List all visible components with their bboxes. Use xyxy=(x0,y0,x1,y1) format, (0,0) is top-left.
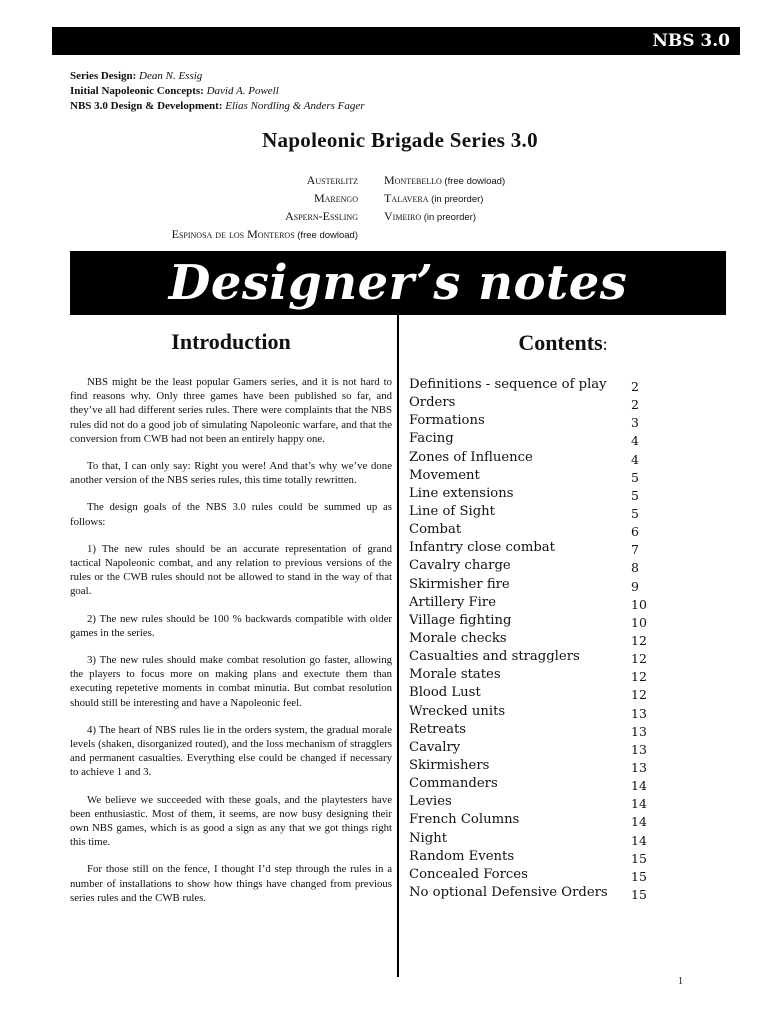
toc-entry[interactable] xyxy=(409,521,649,539)
toc-entry-title: Random Events xyxy=(409,848,515,864)
toc-entry-title: Line extensions xyxy=(409,485,514,501)
toc-entry-title: French Columns xyxy=(409,812,520,828)
toc-entry[interactable] xyxy=(409,467,649,485)
toc-entry-title: Artillery Fire xyxy=(409,594,497,610)
game-name: Montebello xyxy=(384,173,442,187)
toc-entry-page: 13 xyxy=(631,723,647,739)
game-name: Vimeiro xyxy=(384,209,422,223)
series-tag: NBS 3.0 xyxy=(652,31,730,51)
toc-entry-page: 12 xyxy=(631,632,647,648)
toc-entry-title: Concealed Forces xyxy=(409,866,528,882)
toc-entry-page: 7 xyxy=(631,542,639,558)
toc-entry-page: 12 xyxy=(631,651,647,667)
toc-entry-title: Morale states xyxy=(409,667,501,683)
toc-entry[interactable] xyxy=(409,811,649,829)
toc-entry-title: Definitions - sequence of play xyxy=(409,377,607,392)
toc-entry[interactable] xyxy=(409,703,649,721)
game-item xyxy=(110,208,358,226)
toc-entry[interactable] xyxy=(409,394,649,412)
paragraph: 3) The new rules should make combat resolution go faster, allowing the players to focus more on making plans and exectute them than executing repetetive moments in combat minutia. But combat resolution should still be interesting and have a Napoleonic feel. xyxy=(70,654,392,709)
toc-entry-title: Zones of Influence xyxy=(409,449,533,465)
paragraph: We believe we succeeded with these goals, and the playtesters have been enthusiastic. Most of them, it seems, are now busy designing their own NBS games, which is as good a sign as any that we got things right this time. xyxy=(70,793,392,849)
game-item xyxy=(110,190,358,208)
toc-entry[interactable] xyxy=(409,449,649,467)
toc-entry[interactable] xyxy=(409,884,649,902)
toc-entry-page: 5 xyxy=(631,487,639,503)
toc-entry[interactable] xyxy=(409,503,649,521)
contents-heading xyxy=(400,330,726,356)
toc-entry[interactable] xyxy=(409,539,649,557)
introduction-heading: Introduction xyxy=(171,329,291,354)
toc-entry-page: 14 xyxy=(631,814,647,830)
banner-title: Designer’s notes xyxy=(168,255,628,311)
toc-entry-page: 8 xyxy=(631,560,639,576)
credit-value: Dean N. Essig xyxy=(139,70,203,82)
toc-entry-title: Commanders xyxy=(409,776,498,792)
toc-entry-page: 13 xyxy=(631,759,647,775)
toc-entry-page: 14 xyxy=(631,778,647,794)
credit-value: David A. Powell xyxy=(206,85,279,97)
toc-entry[interactable] xyxy=(409,430,649,448)
paragraph: The design goals of the NBS 3.0 rules could be summed up as follows: xyxy=(70,501,392,528)
game-item xyxy=(384,190,684,208)
toc-entry-page: 6 xyxy=(631,524,639,540)
table-of-contents xyxy=(409,376,649,902)
credit-label: Initial Napoleonic Concepts: xyxy=(70,85,204,97)
toc-entry[interactable] xyxy=(409,412,649,430)
toc-entry-page: 13 xyxy=(631,741,647,757)
toc-entry[interactable] xyxy=(409,576,649,594)
toc-entry[interactable] xyxy=(409,739,649,757)
page-number: 1 xyxy=(678,976,683,987)
toc-entry[interactable] xyxy=(409,630,649,648)
game-note: (in preorder) xyxy=(431,194,484,205)
credit-row xyxy=(70,99,365,114)
games-list-right xyxy=(384,172,684,226)
contents-heading-text: Contents xyxy=(518,330,603,355)
paragraph: 2) The new rules should be 100 % backwards compatible with older games in the series. xyxy=(70,612,392,639)
toc-entry-page: 4 xyxy=(631,451,639,467)
toc-entry-page: 10 xyxy=(631,596,647,612)
toc-entry-page: 3 xyxy=(631,415,639,431)
toc-entry[interactable] xyxy=(409,866,649,884)
toc-entry-page: 14 xyxy=(631,796,647,812)
toc-entry[interactable] xyxy=(409,757,649,775)
toc-entry[interactable] xyxy=(409,648,649,666)
paragraph: 4) The heart of NBS rules lie in the orders system, the gradual morale levels (shaken, disorganized routed), and the loss mechanism of stragglers and permanent casualties. Everything else could be changed if necessary to achieve 1 and 3. xyxy=(70,723,392,779)
toc-entry-page: 15 xyxy=(631,850,647,866)
paragraph: For those still on the fence, I thought I’d step through the rules in a number of installations to show how things have changed from previous series rules and the CWB rules. xyxy=(70,863,392,904)
introduction-body xyxy=(70,375,392,918)
toc-entry-page: 2 xyxy=(631,397,639,413)
toc-entry-title: Cavalry charge xyxy=(409,558,511,574)
game-note: (free dowload) xyxy=(444,176,506,187)
toc-entry-title: Retreats xyxy=(409,721,467,737)
paragraph: To that, I can only say: Right you were! And that’s why we’ve done another version of the NBS series rules, this time totally rewritten. xyxy=(70,460,392,487)
toc-entry-page: 12 xyxy=(631,669,647,685)
paragraph: 1) The new rules should be an accurate representation of grand tactical Napoleonic combat, and any relation to previous versions of the rules or the CWB rules should not be allowed to stand in the way of that goal. xyxy=(70,542,392,598)
title-banner xyxy=(70,251,726,315)
paragraph: NBS might be the least popular Gamers series, and it is not hard to find reasons why. Only three games have been published so far, and they’ve all had different series rules. There were complaints that the NBS rules did not do a good job of simulating Napoleonic warfare, and that the conversion from CWB had not been an entirely happy one. xyxy=(70,376,392,445)
toc-entry-page: 5 xyxy=(631,469,639,485)
toc-entry[interactable] xyxy=(409,485,649,503)
game-item xyxy=(110,226,358,244)
toc-entry-page: 15 xyxy=(631,868,647,884)
toc-entry[interactable] xyxy=(409,830,649,848)
toc-entry[interactable] xyxy=(409,557,649,575)
game-name: Austerlitz xyxy=(306,173,358,187)
toc-entry-title: Cavalry xyxy=(409,739,461,755)
toc-entry-title: Morale checks xyxy=(409,630,507,646)
header-bar xyxy=(52,27,740,55)
contents-heading-colon: : xyxy=(602,334,608,354)
toc-entry-page: 15 xyxy=(631,886,647,902)
toc-entry[interactable] xyxy=(409,848,649,866)
toc-entry-title: Combat xyxy=(409,522,462,538)
game-item xyxy=(384,172,684,190)
toc-entry[interactable] xyxy=(409,612,649,630)
game-note: (free dowload) xyxy=(297,230,358,241)
game-name: Espinosa de los Monteros xyxy=(171,227,295,241)
toc-entry-title: Formations xyxy=(409,413,485,429)
toc-entry-title: Levies xyxy=(409,794,452,810)
game-name: Talavera xyxy=(384,191,429,205)
toc-entry-title: Orders xyxy=(409,395,456,411)
toc-entry[interactable] xyxy=(409,721,649,739)
credit-label: Series Design: xyxy=(70,70,137,82)
toc-entry-title: No optional Defensive Orders xyxy=(409,884,608,900)
toc-entry-page: 2 xyxy=(631,379,639,394)
toc-entry-title: Movement xyxy=(409,467,480,483)
toc-entry-page: 10 xyxy=(631,614,647,630)
credit-row xyxy=(70,84,365,99)
toc-entry-title: Skirmishers xyxy=(409,757,490,773)
toc-entry-title: Wrecked units xyxy=(409,703,506,719)
toc-entry-page: 9 xyxy=(631,578,639,594)
toc-entry-page: 12 xyxy=(631,687,647,703)
toc-entry-title: Night xyxy=(409,830,447,846)
toc-entry-title: Skirmisher fire xyxy=(409,576,510,592)
credit-row xyxy=(70,69,365,84)
toc-entry[interactable] xyxy=(409,775,649,793)
toc-entry-title: Casualties and stragglers xyxy=(409,649,580,665)
toc-entry-title: Infantry close combat xyxy=(409,540,555,556)
toc-entry-title: Blood Lust xyxy=(409,685,481,701)
game-item xyxy=(384,208,684,226)
toc-entry-page: 14 xyxy=(631,832,647,848)
toc-entry[interactable] xyxy=(409,376,649,394)
series-title: Napoleonic Brigade Series 3.0 xyxy=(262,128,538,152)
toc-entry-page: 13 xyxy=(631,705,647,721)
toc-entry[interactable] xyxy=(409,594,649,612)
toc-entry[interactable] xyxy=(409,684,649,702)
column-divider xyxy=(397,315,399,977)
toc-entry[interactable] xyxy=(409,793,649,811)
toc-entry-title: Facing xyxy=(409,431,454,447)
credit-value: Elias Nordling & Anders Fager xyxy=(225,100,365,112)
toc-entry-page: 4 xyxy=(631,433,639,449)
games-list-left xyxy=(110,172,358,244)
game-item xyxy=(110,172,358,190)
game-name: Marengo xyxy=(313,191,358,205)
game-name: Aspern-Essling xyxy=(285,209,358,223)
toc-entry-title: Line of Sight xyxy=(409,503,495,519)
toc-entry-title: Village fighting xyxy=(409,612,512,628)
credit-label: NBS 3.0 Design & Development: xyxy=(70,100,223,112)
game-note: (in preorder) xyxy=(423,212,477,223)
toc-entry-page: 5 xyxy=(631,505,639,521)
credits-block xyxy=(70,69,365,114)
toc-entry[interactable] xyxy=(409,666,649,684)
